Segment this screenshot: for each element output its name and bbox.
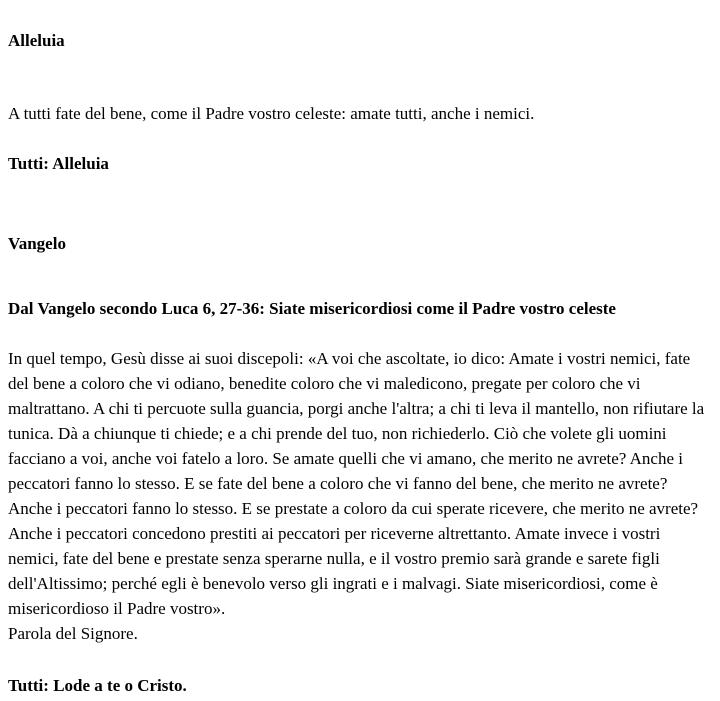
alleluia-verse: A tutti fate del bene, come il Padre vostro celeste: amate tutti, anche i nemici.	[8, 104, 535, 123]
people-response-lode: Tutti: Lode a te o Cristo.	[8, 676, 187, 695]
people-response-alleluia: Tutti: Alleluia	[8, 154, 109, 173]
gospel-reading-title: Dal Vangelo secondo Luca 6, 27-36: Siate misericordiosi come il Padre vostro celeste	[8, 299, 616, 318]
parola-del-signore-line: Parola del Signore.	[8, 624, 138, 643]
gospel-text: In quel tempo, Gesù disse ai suoi discepoli: «A voi che ascoltate, io dico: Amate i vostri nemici, fate del bene a coloro che vi odiano, benedite coloro che vi maledicono, pregate per coloro che vi maltrattano. A chi ti percuote sulla guancia, porgi anche l'altra; a chi ti leva il mantello, non rifiutare la tunica. Dà a chiunque ti chiede; e a chi prende del tuo, non richiederlo. Ciò che volete gli uomini facciano a voi, anche voi fatelo a loro. Se amate quelli che vi amano, che merito ne avrete? Anche i peccatori fanno lo stesso. E se fate del bene a coloro che vi fanno del bene, che merito ne avrete? Anche i peccatori fanno lo stesso. E se prestate a coloro da cui sperate ricevere, che merito ne avrete? Anche i peccatori concedono prestiti ai peccatori per riceverne altrettanto. Amate invece i vostri nemici, fate del bene e prestate senza sperarne nulla, e il vostro premio sarà grande e sarete figli dell'Altissimo; perché egli è benevolo verso gli ingrati e i malvagi. Siate misericordiosi, come è misericordioso il Padre vostro».	[8, 349, 705, 618]
gospel-section-heading: Vangelo	[8, 234, 66, 253]
gospel-reading-body	[8, 346, 712, 646]
alleluia-heading: Alleluia	[8, 31, 65, 50]
